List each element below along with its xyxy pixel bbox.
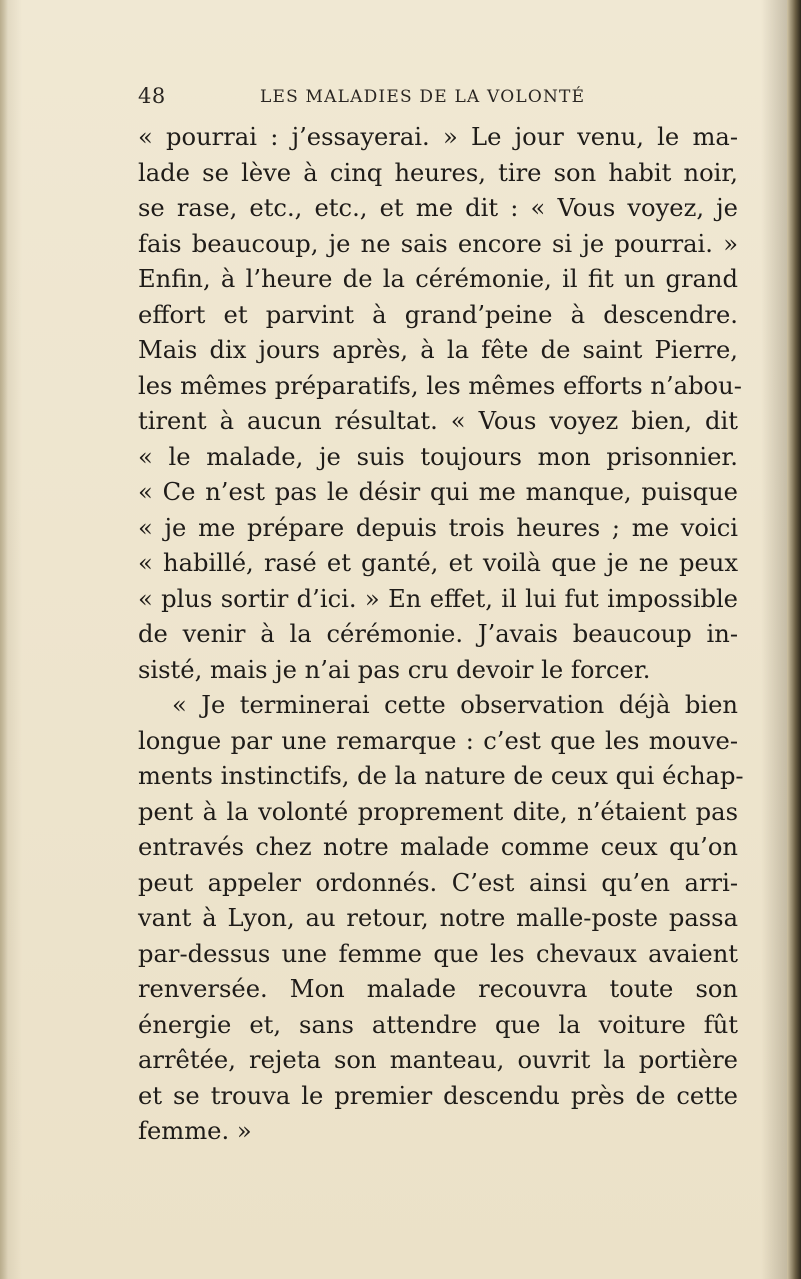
running-head bbox=[138, 84, 738, 114]
paragraph-end-line: femme. » bbox=[138, 1117, 252, 1145]
text-line: de venir à la cérémonie. J’avais beaucoup in- bbox=[138, 620, 738, 648]
text-line: les mêmes préparatifs, les mêmes efforts n’abou- bbox=[138, 371, 742, 400]
text-line: « Ce n’est pas le désir qui me manque, puisque bbox=[138, 478, 738, 506]
paragraph-start-line: « Je terminerai cette observation déjà bien bbox=[172, 691, 738, 719]
text-line: se rase, etc., etc., et me dit : « Vous voyez, je bbox=[138, 194, 738, 222]
body-text bbox=[138, 120, 744, 1150]
paragraph-end-line: sisté, mais je n’ai pas cru devoir le forcer. bbox=[138, 655, 651, 684]
running-head-title: LES MALADIES DE LA VOLONTÉ bbox=[260, 87, 586, 107]
text-line: ments instinctifs, de la nature de ceux qui échap- bbox=[138, 762, 744, 790]
text-line: Enfin, à l’heure de la cérémonie, il fit un grand bbox=[138, 265, 738, 293]
text-line: vant à Lyon, au retour, notre malle-poste passa bbox=[138, 904, 738, 932]
text-line: longue par une remarque : c’est que les mouve- bbox=[138, 726, 738, 755]
text-line: arrêtée, rejeta son manteau, ouvrit la portière bbox=[138, 1046, 738, 1074]
text-line: « je me prépare depuis trois heures ; me voici bbox=[138, 513, 738, 542]
text-line: peut appeler ordonnés. C’est ainsi qu’en arri- bbox=[138, 868, 738, 897]
text-line: pent à la volonté proprement dite, n’étaient pas bbox=[138, 797, 738, 826]
text-line: tirent à aucun résultat. « Vous voyez bien, dit bbox=[138, 407, 738, 435]
text-line: et se trouva le premier descendu près de cette bbox=[138, 1081, 738, 1110]
text-line: énergie et, sans attendre que la voiture fût bbox=[138, 1010, 738, 1039]
text-line: effort et parvint à grand’peine à descendre. bbox=[138, 300, 738, 329]
text-line: par-dessus une femme que les chevaux avaient bbox=[138, 939, 738, 968]
text-line: « pourrai : j’essayerai. » Le jour venu, le ma- bbox=[138, 123, 738, 151]
text-line: Mais dix jours après, à la fête de saint Pierre, bbox=[138, 336, 738, 364]
page-number: 48 bbox=[138, 84, 166, 108]
text-line: lade se lève à cinq heures, tire son habit noir, bbox=[138, 158, 738, 187]
page-left-gutter bbox=[0, 0, 8, 1279]
text-line: entravés chez notre malade comme ceux qu’on bbox=[138, 833, 738, 861]
text-line: fais beaucoup, je ne sais encore si je pourrai. » bbox=[138, 229, 738, 258]
text-line: renversée. Mon malade recouvra toute son bbox=[138, 975, 738, 1003]
text-line: « habillé, rasé et ganté, et voilà que je ne peux bbox=[138, 549, 738, 577]
text-line: « le malade, je suis toujours mon prisonnier. bbox=[138, 442, 738, 471]
text-line: « plus sortir d’ici. » En effet, il lui fut impossible bbox=[138, 584, 738, 613]
page-right-edge-shadow bbox=[787, 0, 801, 1279]
